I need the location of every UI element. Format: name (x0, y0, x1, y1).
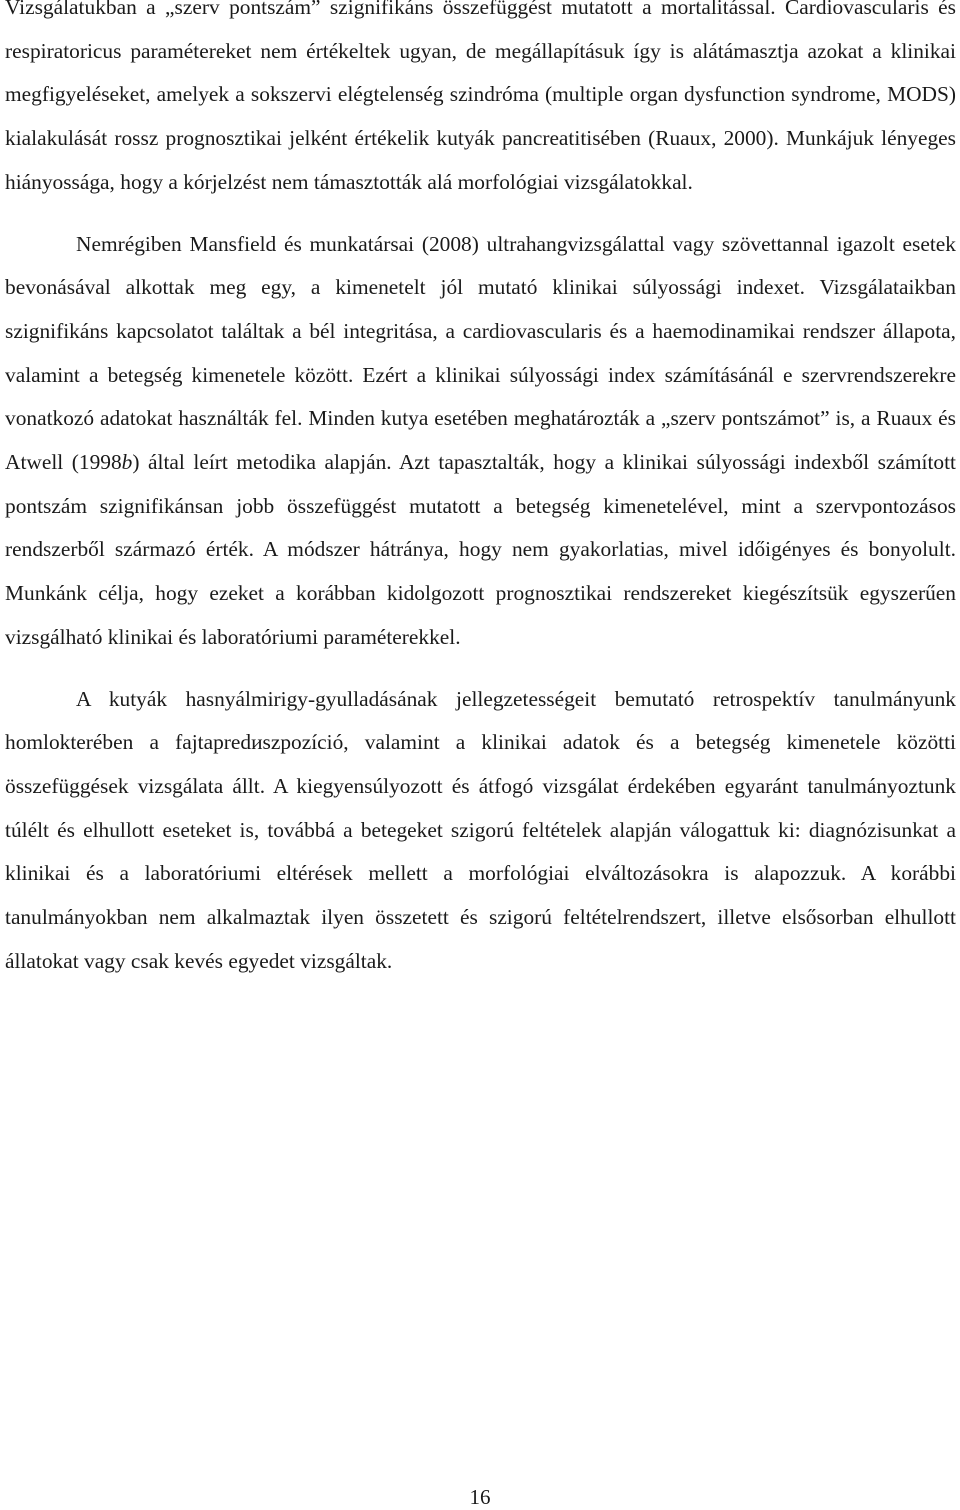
paragraph-3-text: A kutyák hasnyálmirigy-gyulladásának jellegzetességeit bemutató retrospektív tanulmányunk homlokterében a fajtapredиszpozíció, valamint a klinikai adatok és a betegség kimenetele közötti összefüggések vizsgálata állt. A kiegyensúlyozott és átfogó vizsgálat érdekében egyaránt tanulmányoztunk túlélt és elhullott eseteket is, továbbá a betegeket szigorú feltételek alapján válogattuk ki: diagnózisunkat a klinikai és a laboratóriumi eltérések mellett a morfológiai elváltozásokra is alapozzuk. A korábbi tanulmányokban nem alkalmaztak ilyen összetett és szigorú feltételrendszert, illetve elsősorban elhullott állatokat vagy csak kevés egyedet vizsgáltak. (5, 686, 956, 973)
paragraph-1-text: Cardiovascularis és respiratoricus paramétereket nem értékeltek ugyan, de megállapításuk így is alátámasztja azokat a klinikai megfigyeléseket, amelyek a sokszervi elégtelenség szindróma (multiple organ dysfunction syndrome, MODS) kialakulását rossz prognosztikai jelként értékelik kutyák pancreatitisében (Ruaux, 2000). Munkájuk lényeges hiányossága, hogy a kórjelzést nem támasztották alá morfológiai vizsgálatokkal. (5, 0, 956, 194)
paragraph-2-italic-letter: b (121, 450, 133, 475)
paragraph-2-text-end: ) által leírt metodika alapján. Azt tapasztalták, hogy a klinikai súlyossági indexből számított pontszám szignifikánsan jobb összefüggést mutatott a betegség kimenetelével, mint a szervpontozásos rendszerből származó érték. A módszer hátránya, hogy nem gyakorlatias, mivel időigényes és bonyolult. Munkánk célja, hogy ezeket a korábban kidolgozott prognosztikai rendszereket kiegészítsük egyszerűen vizsgálható klinikai és laboratóriumi paraméterekkel. (5, 450, 956, 649)
paragraph-1-first-line: Vizsgálatukban a „szerv pontszám” szignifikáns összefüggést mutatott a mortalitással. (5, 0, 776, 19)
paragraph-3 (5, 678, 956, 984)
paragraph-2-text-start: Nemrégiben Mansfield és munkatársai (2008) ultrahangvizsgálattal vagy szövettannal igazolt esetek bevonásával alkottak meg egy, a kimenetelt jól mutató klinikai súlyossági indexet. Vizsgálataikban szignifikáns kapcsolatot találtak a bél integritása, a cardiovascularis és a haemodinamikai rendszer állapota, valamint a betegség kimenetele között. Ezért a klinikai súlyossági index számításánál e szervrendszerekre vonatkozó adatokat használták fel. Minden kutya esetében meghatározták a „szerv pontszámot” is, a Ruaux és Atwell (1998 (5, 231, 956, 475)
paragraph-1 (5, 0, 956, 205)
page-number: 16 (469, 1485, 491, 1509)
paragraph-2 (5, 223, 956, 660)
document-body (5, 0, 956, 983)
